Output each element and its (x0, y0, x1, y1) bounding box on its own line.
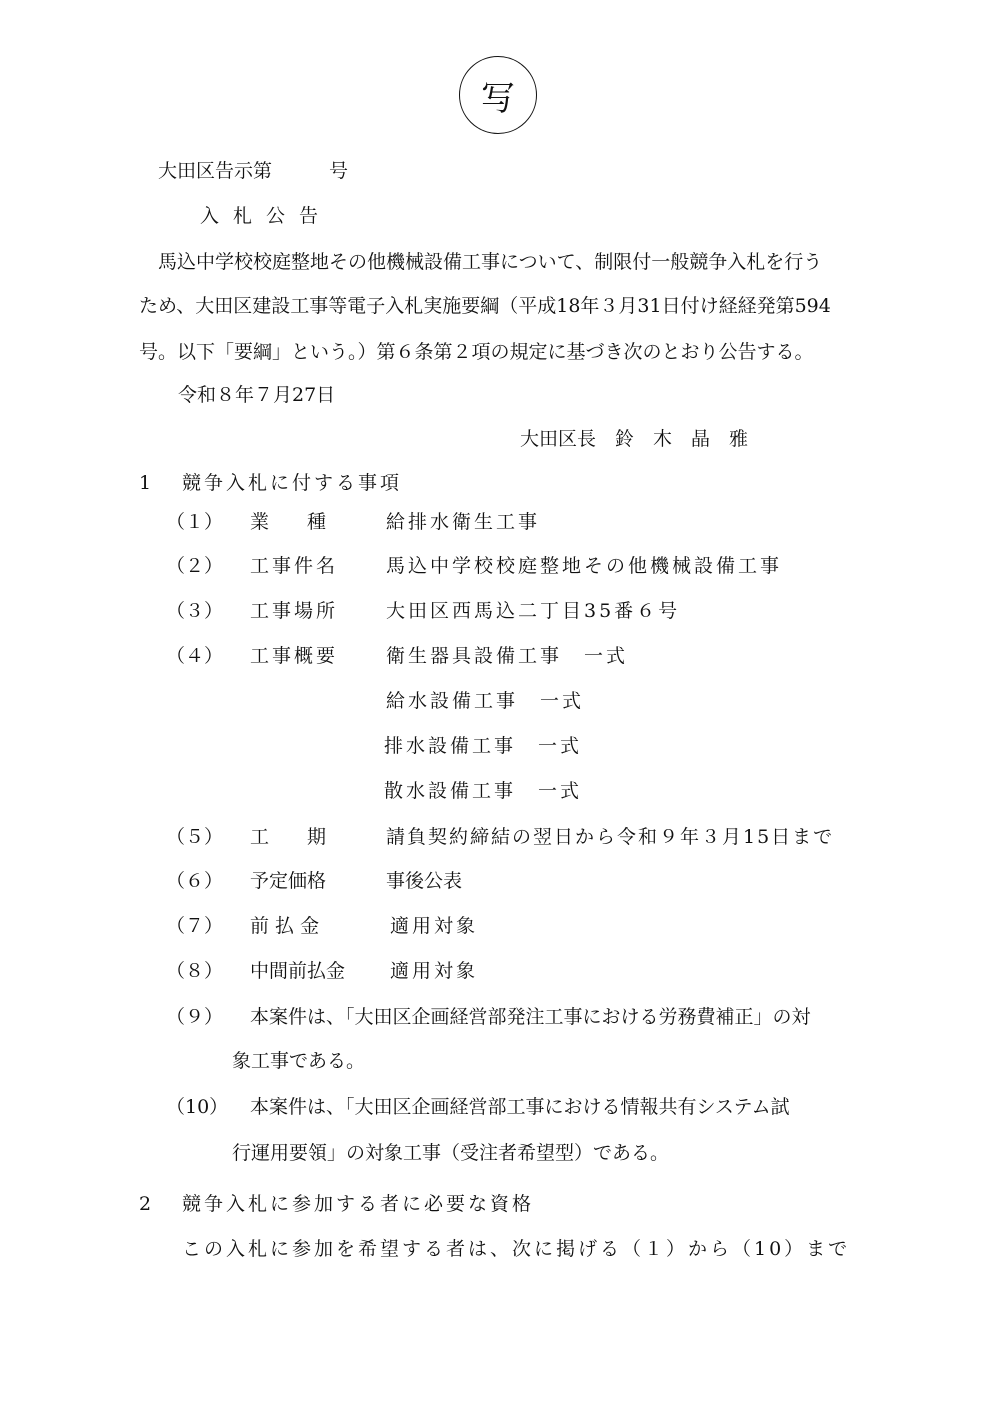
item-9-line-1: 本案件は、「大田区企画経営部発注工事における労務費補正」の対 (250, 1006, 811, 1028)
item-value: 請負契約締結の翌日から令和９年３月15日まで (386, 826, 835, 848)
item-label: 工 期 (250, 826, 327, 848)
item-label: 工事場所 (250, 600, 339, 622)
item-value: 適用対象 (390, 960, 479, 982)
overview-line: 排水設備工事 一式 (384, 735, 583, 757)
item-number: （７） (166, 915, 224, 937)
item-number: （２） (166, 555, 224, 577)
section-2-number: 2 (139, 1193, 152, 1215)
intro-line-2: ため、大田区建設工事等電子入札実施要綱（平成18年３月31日付け経経発第594 (139, 295, 831, 317)
item-number: （１） (166, 511, 224, 533)
section-2-heading: 競争入札に参加する者に必要な資格 (182, 1193, 535, 1215)
item-number: （３） (166, 600, 224, 622)
item-label: 工事件名 (250, 555, 339, 577)
item-value: 給排水衛生工事 (386, 511, 541, 533)
intro-line-1: 馬込中学校校庭整地その他機械設備工事について、制限付一般競争入札を行う (158, 251, 823, 273)
item-value: 大田区西馬込二丁目35番６号 (386, 600, 681, 622)
item-label: 業 種 (250, 511, 327, 533)
item-value: 事後公表 (386, 870, 463, 892)
item-10-line-1: 本案件は、「大田区企画経営部工事における情報共有システム試 (250, 1096, 790, 1118)
notice-number: 大田区告示第 号 (158, 160, 349, 182)
copy-stamp: 写 (459, 56, 537, 134)
item-10-line-2: 行運用要領」の対象工事（受注者希望型）である。 (232, 1142, 670, 1164)
section-1-heading: 競争入札に付する事項 (182, 472, 403, 494)
item-value: 適用対象 (390, 915, 479, 937)
section-1-number: 1 (139, 472, 152, 494)
item-number: （６） (166, 870, 224, 892)
signatory: 大田区長 鈴 木 晶 雅 (520, 428, 749, 450)
overview-line: 給水設備工事 一式 (386, 690, 585, 712)
notice-date: 令和８年７月27日 (178, 384, 336, 406)
item-label: 中間前払金 (250, 960, 346, 982)
item-number: （10） (166, 1096, 229, 1118)
item-number: （４） (166, 645, 224, 667)
overview-line: 散水設備工事 一式 (384, 780, 583, 802)
section-2-line-1: この入札に参加を希望する者は、次に掲げる（１）から（10）まで (182, 1238, 851, 1260)
page-title: 入札公告 (200, 205, 333, 227)
intro-line-3: 号。以下「要綱」という。）第６条第２項の規定に基づき次のとおり公告する。 (139, 341, 814, 363)
item-number: （５） (166, 826, 224, 848)
item-label: 工事概要 (250, 645, 339, 667)
item-value: 馬込中学校校庭整地その他機械設備工事 (386, 555, 783, 577)
item-value: 衛生器具設備工事 一式 (386, 645, 629, 667)
item-number: （９） (166, 1006, 224, 1028)
item-number: （８） (166, 960, 224, 982)
item-label: 前 払 金 (250, 915, 320, 937)
item-9-line-2: 象工事である。 (232, 1050, 366, 1072)
item-label: 予定価格 (250, 870, 327, 892)
